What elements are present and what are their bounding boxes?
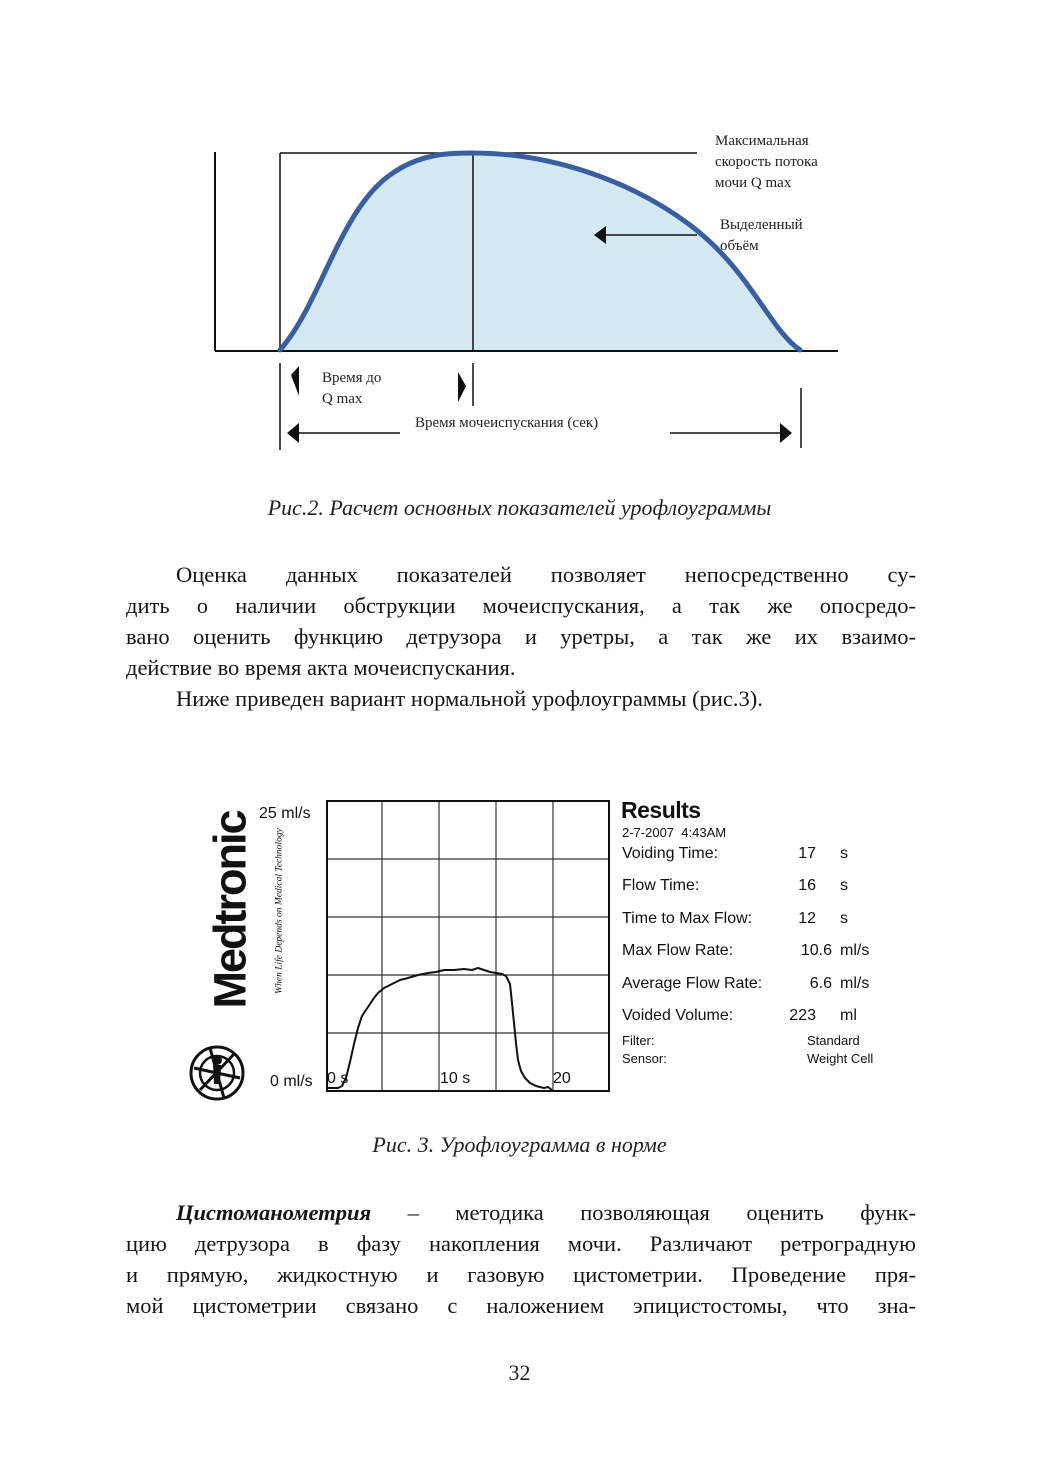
time-to-qmax-right-arrow	[458, 372, 466, 402]
qmax-annotation: Максимальная скорость потока мочи Q max	[715, 133, 818, 191]
result-label-voiding-time: Voiding Time:	[622, 845, 719, 862]
voiding-time-left-arrow	[287, 423, 299, 443]
result-label-average-flow: Average Flow Rate:	[622, 975, 763, 992]
paragraph-line: и прямую, жидкостную и газовую цистометрии. Проведение пря-	[126, 1262, 916, 1287]
result-unit-flow-time: s	[840, 877, 848, 894]
figure-2-caption: Рис.2. Расчет основных показателей урофлоуграммы	[267, 495, 772, 520]
result-unit-voiding-time: s	[840, 845, 848, 862]
result-value-time-to-max: 12	[798, 910, 816, 927]
paragraph-line: мой цистометрии связано с наложением эпицистостомы, что зна-	[126, 1293, 916, 1318]
result-unit-voided-volume: ml	[840, 1007, 857, 1024]
term-cystomanometry: Цистоманометрия	[176, 1200, 372, 1225]
paragraph-line: вано оценить функцию детрузора и уретры, а так же их взаимо-	[126, 624, 916, 649]
result-value-average-flow: 6.6	[809, 975, 832, 992]
result-label-voided-volume: Voided Volume:	[622, 1007, 734, 1024]
medtronic-tagline: When Life Depends on Medical Technology	[274, 828, 285, 994]
voiding-time-right-arrow	[780, 423, 792, 443]
medtronic-figure-icon	[186, 1040, 248, 1106]
medtronic-wordmark: Medtronic	[204, 811, 256, 1009]
volume-annotation: Выделенный объём	[720, 217, 803, 254]
result-label-max-flow: Max Flow Rate:	[622, 942, 734, 959]
result-value-voiding-time: 17	[798, 845, 816, 862]
sensor-label: Sensor:	[622, 1051, 667, 1066]
sensor-value: Weight Cell	[807, 1051, 874, 1066]
x-label-0: 0 s	[327, 1070, 349, 1087]
result-value-max-flow: 10.6	[800, 942, 832, 959]
figure-3-caption: Рис. 3. Урофлоуграмма в норме	[372, 1132, 667, 1157]
y-top-label: 25 ml/s	[259, 805, 311, 822]
result-label-time-to-max: Time to Max Flow:	[622, 910, 753, 927]
result-unit-time-to-max: s	[840, 910, 848, 927]
filter-label: Filter:	[622, 1033, 655, 1048]
x-label-20: 20	[553, 1070, 571, 1087]
uroflowgram-graph	[324, 798, 612, 1094]
filter-value: Standard	[807, 1033, 860, 1048]
result-value-flow-time: 16	[798, 877, 816, 894]
voiding-time-annotation: Время мочеиспускания (сек)	[415, 415, 599, 431]
page-number: 32	[508, 1360, 531, 1385]
paragraph-line	[126, 1197, 916, 1228]
time-to-qmax-left-arrow	[291, 366, 299, 396]
paragraph-3	[126, 1197, 916, 1321]
result-value-voided-volume: 223	[789, 1007, 816, 1024]
x-label-10: 10 s	[440, 1070, 471, 1087]
paragraph-1	[126, 559, 916, 714]
paragraph-2: Ниже приведен вариант нормальной урофлоуграммы (рис.3).	[176, 686, 763, 711]
results-datetime: 2-7-2007 4:43AM	[622, 825, 727, 840]
paragraph-line: действие во время акта мочеиспускания.	[126, 655, 516, 680]
paragraph-line: цию детрузора в фазу накопления мочи. Различают ретроградную	[126, 1231, 916, 1256]
result-label-flow-time: Flow Time:	[622, 877, 700, 894]
paragraph-line: Оценка данных показателей позволяет непосредственно су-	[176, 562, 916, 587]
term-definition: – методика позволяющая оценить функ-	[371, 1200, 916, 1225]
results-title: Results	[621, 797, 701, 823]
paragraph-line: дить о наличии обструкции мочеиспускания, а так же опосредо-	[126, 593, 916, 618]
result-unit-max-flow: ml/s	[840, 942, 870, 959]
time-to-qmax-annotation: Время до Q max	[322, 370, 382, 407]
result-unit-average-flow: ml/s	[840, 975, 870, 992]
y-bottom-label: 0 ml/s	[270, 1073, 313, 1090]
